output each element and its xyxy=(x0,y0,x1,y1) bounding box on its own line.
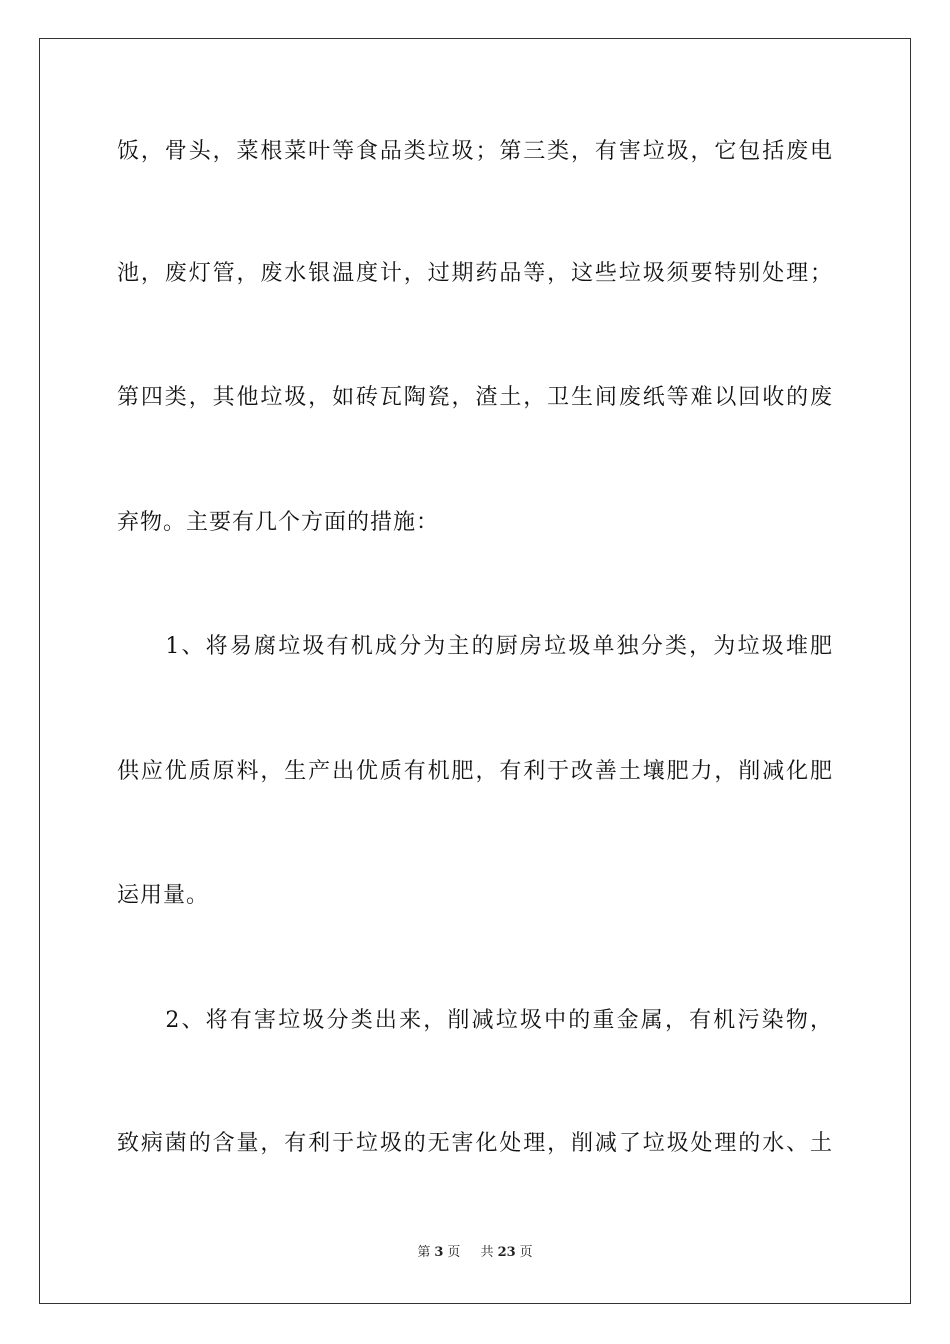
body-text-line: 1、将易腐垃圾有机成分为主的厨房垃圾单独分类，为垃圾堆肥 xyxy=(117,634,833,659)
body-text-line: 弃物。主要有几个方面的措施： xyxy=(117,510,440,535)
total-pages-label xyxy=(477,1245,537,1260)
body-text-line: 2、将有害垃圾分类出来，削减垃圾中的重金属，有机污染物， xyxy=(117,1008,833,1033)
current-page-label xyxy=(413,1245,464,1260)
page-footer xyxy=(0,1244,950,1262)
total-suffix: 页 xyxy=(519,1245,533,1260)
body-text-line: 饭，骨头，菜根菜叶等食品类垃圾；第三类，有害垃圾，它包括废电 xyxy=(117,139,833,164)
page-border xyxy=(39,38,911,1304)
body-text-line: 运用量。 xyxy=(117,883,210,908)
body-text-line: 第四类，其他垃圾，如砖瓦陶瓷，渣土，卫生间废纸等难以回收的废 xyxy=(117,385,833,410)
body-text-line: 致病菌的含量，有利于垃圾的无害化处理，削减了垃圾处理的水、土 xyxy=(117,1131,833,1156)
total-prefix: 共 xyxy=(480,1245,494,1260)
body-text-line: 池，废灯管，废水银温度计，过期药品等，这些垃圾须要特别处理； xyxy=(117,261,833,286)
total-pages-number: 23 xyxy=(497,1245,516,1260)
page-number: 3 xyxy=(434,1245,444,1260)
page-suffix: 页 xyxy=(447,1245,461,1260)
body-text-line: 供应优质原料，生产出优质有机肥，有利于改善土壤肥力，削减化肥 xyxy=(117,759,833,784)
page-prefix: 第 xyxy=(417,1245,431,1260)
